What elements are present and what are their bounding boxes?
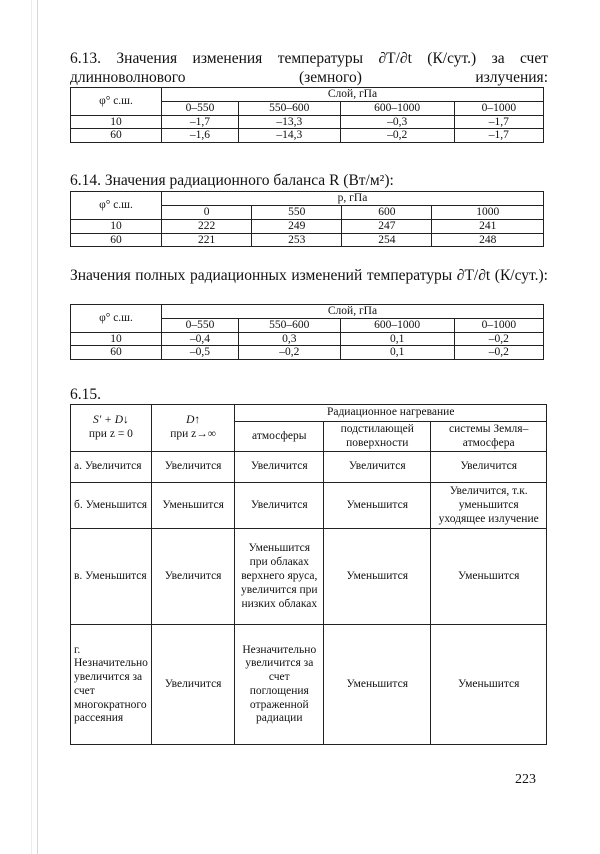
value-cell: Увеличится bbox=[324, 452, 431, 483]
layer-head: 0–1000 bbox=[454, 102, 543, 116]
layer-head: 600–1000 bbox=[340, 319, 454, 333]
value-cell: 0,3 bbox=[238, 332, 340, 346]
section-full-title: Значения полных радиационных изменений температуры ∂T/∂t (К/сут.): bbox=[70, 267, 548, 284]
value-cell: –0,2 bbox=[454, 332, 543, 346]
layer-head: 0–550 bbox=[162, 102, 239, 116]
section-614-title: 6.14. Значения радиационного баланса R (Вт/м²): bbox=[70, 172, 394, 189]
col-head-line: при z = 0 bbox=[88, 428, 133, 441]
lat-cell: 10 bbox=[71, 220, 162, 234]
value-cell: Увеличится bbox=[431, 452, 547, 483]
group-head: Радиационное нагревание bbox=[235, 405, 547, 422]
value-cell: Уменьшится bbox=[324, 529, 431, 625]
table-row bbox=[71, 332, 544, 346]
value-cell: –0,2 bbox=[340, 129, 454, 143]
layer-head: 0–550 bbox=[162, 319, 239, 333]
value-cell: –0,2 bbox=[238, 346, 340, 360]
lat-cell: 10 bbox=[71, 115, 162, 129]
value-cell: –1,7 bbox=[162, 115, 239, 129]
sub-head: подстилающей поверхности bbox=[324, 421, 431, 452]
value-cell: 221 bbox=[162, 233, 252, 247]
table-row bbox=[71, 452, 547, 483]
table-615 bbox=[70, 404, 547, 745]
value-cell: Уменьшится bbox=[324, 625, 431, 745]
section-613-title: 6.13. Значения изменения температуры ∂T/∂t (К/сут.) за счет длинноволнового (земного) излучения: bbox=[70, 50, 548, 86]
layer-head: 550–600 bbox=[238, 102, 340, 116]
table-row bbox=[71, 625, 547, 745]
value-cell: Увеличится, т.к. уменьшится уходящее излучение bbox=[431, 483, 547, 529]
value-cell: 241 bbox=[432, 220, 544, 234]
value-cell: Увеличится bbox=[151, 625, 235, 745]
col-head-lat: φ° с.ш. bbox=[71, 192, 162, 220]
value-cell: –0,3 bbox=[340, 115, 454, 129]
level-head: 550 bbox=[252, 206, 342, 220]
table-full bbox=[70, 304, 544, 360]
value-cell: Незначительно увеличится за счет поглощения отраженной радиации bbox=[235, 625, 324, 745]
value-cell: 0,1 bbox=[340, 346, 454, 360]
col-head-outgoing bbox=[151, 405, 235, 452]
col-head-lat: φ° с.ш. bbox=[71, 305, 162, 333]
level-head: 600 bbox=[342, 206, 432, 220]
value-cell: Уменьшится bbox=[324, 483, 431, 529]
value-cell: Увеличится bbox=[235, 483, 324, 529]
value-cell: –1,7 bbox=[454, 129, 543, 143]
section-615-title: 6.15. bbox=[70, 386, 101, 403]
table-row bbox=[71, 115, 544, 129]
value-cell: –13,3 bbox=[238, 115, 340, 129]
value-cell: 249 bbox=[252, 220, 342, 234]
layer-head: 550–600 bbox=[238, 319, 340, 333]
value-cell: 254 bbox=[342, 233, 432, 247]
case-cell: г. Незначительно увеличится за счет многократного рассеяния bbox=[71, 625, 152, 745]
value-cell: –1,7 bbox=[454, 115, 543, 129]
value-cell: Увеличится bbox=[151, 529, 235, 625]
page-number: 223 bbox=[515, 772, 536, 787]
lat-cell: 10 bbox=[71, 332, 162, 346]
case-cell: в. Уменьшится bbox=[71, 529, 152, 625]
value-cell: –1,6 bbox=[162, 129, 239, 143]
scan-gutter-line bbox=[37, 0, 38, 854]
value-cell: –0,2 bbox=[454, 346, 543, 360]
col-head-incoming bbox=[71, 405, 152, 452]
lat-cell: 60 bbox=[71, 233, 162, 247]
value-cell: 0,1 bbox=[340, 332, 454, 346]
level-head: 1000 bbox=[432, 206, 544, 220]
value-cell: Увеличится bbox=[151, 452, 235, 483]
group-head: p, гПа bbox=[162, 192, 544, 206]
group-head: Слой, гПа bbox=[162, 305, 544, 319]
layer-head: 600–1000 bbox=[340, 102, 454, 116]
value-cell: –0,4 bbox=[162, 332, 239, 346]
col-head-lat: φ° с.ш. bbox=[71, 88, 162, 116]
sub-head: атмосферы bbox=[235, 421, 324, 452]
lat-cell: 60 bbox=[71, 346, 162, 360]
table-row bbox=[71, 529, 547, 625]
value-cell: Уменьшится bbox=[151, 483, 235, 529]
sub-head: системы Земля–атмосфера bbox=[431, 421, 547, 452]
group-head: Слой, гПа bbox=[162, 88, 544, 102]
scan-gutter-line bbox=[31, 0, 32, 854]
value-cell: –0,5 bbox=[162, 346, 239, 360]
case-cell: б. Уменьшится bbox=[71, 483, 152, 529]
value-cell: 253 bbox=[252, 233, 342, 247]
value-cell: –14,3 bbox=[238, 129, 340, 143]
layer-head: 0–1000 bbox=[454, 319, 543, 333]
col-head-line: S' + D↓ bbox=[93, 414, 129, 427]
table-row bbox=[71, 220, 544, 234]
table-614 bbox=[70, 191, 544, 247]
table-row bbox=[71, 346, 544, 360]
level-head: 0 bbox=[162, 206, 252, 220]
value-cell: Уменьшится bbox=[431, 529, 547, 625]
value-cell: 222 bbox=[162, 220, 252, 234]
table-row bbox=[71, 483, 547, 529]
col-head-line: при z→∞ bbox=[170, 428, 216, 441]
table-row bbox=[71, 129, 544, 143]
value-cell: Увеличится bbox=[235, 452, 324, 483]
value-cell: 247 bbox=[342, 220, 432, 234]
table-613 bbox=[70, 87, 544, 143]
value-cell: Уменьшится при облаках верхнего яруса, увеличится при низких облаках bbox=[235, 529, 324, 625]
value-cell: 248 bbox=[432, 233, 544, 247]
col-head-line: D↑ bbox=[186, 414, 201, 427]
lat-cell: 60 bbox=[71, 129, 162, 143]
value-cell: Уменьшится bbox=[431, 625, 547, 745]
case-cell: а. Увеличится bbox=[71, 452, 152, 483]
table-row bbox=[71, 233, 544, 247]
